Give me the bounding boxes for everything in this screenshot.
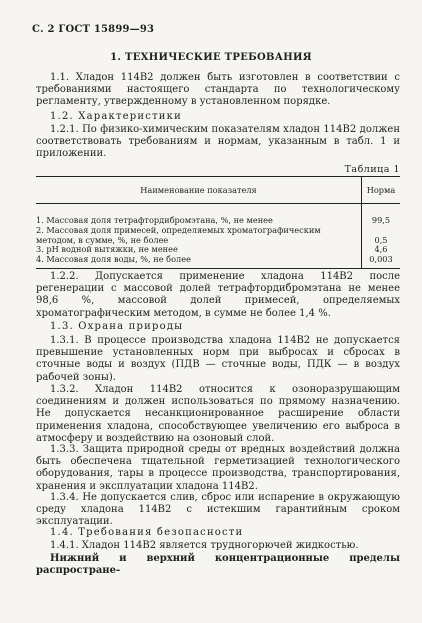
paragraph-1-3-1: 1.3.1. В процессе производства хладона 114В2 не допускается превышение установленных норм при выбросах и сбросах в сточные воды и воздух (ПДВ — сточные воды, ПДК — в воздух рабочей зоны).	[36, 335, 400, 383]
paragraph-1-3-4: 1.3.4. Не допускается слив, сброс или испарение в окружающую среду хладона 114В2 с истекшим гарантийным сроком эксплуатации.	[36, 492, 400, 528]
subsection-heading-1-3: 1.3. Охрана природы	[50, 321, 184, 332]
paragraph-1-3-3: 1.3.3. Защита природной среды от вредных воздействий должна быть обеспечена тщательной герметизацией технологического оборудования, тары в процессе производства, транспортирования, хранения и эксплуатации хладона 114В2.	[36, 444, 400, 492]
table-cell-name: 1. Массовая доля тетрафтордибромэтана, %, не менее	[36, 215, 273, 225]
table-cell-name: 4. Массовая доля воды, %, не более	[36, 254, 191, 265]
paragraph-1-1: 1.1. Хладон 114В2 должен быть изготовлен в соответствии с требованиями настоящего стандарта по технологическому регламенту, утвержденному в установленном порядке.	[36, 72, 400, 108]
page-header: С. 2 ГОСТ 15899—93	[32, 24, 155, 35]
table-row	[36, 255, 400, 265]
table-cell-name: 2. Массовая доля примесей, определяемых хроматографическим методом, в сумме, %, не более	[36, 224, 321, 245]
table-column-norm-header: Норма	[361, 177, 400, 203]
paragraph-1-2-2: 1.2.2. Допускается применение хладона 114В2 после регенерации с массовой долей тетрафтордибромэтана не менее 98,6 %, массовой долей примесей, определяемых хроматографическим методом, в сумме не более 1,4 %.	[36, 271, 400, 319]
paragraph-1-4-1: 1.4.1. Хладон 114В2 является трудногорючей жидкостью.	[50, 540, 359, 551]
table-cell-value: 0,5	[374, 234, 388, 245]
table-column-name-header: Наименование показателя	[140, 185, 257, 195]
table-cell-name: 3. рН водной вытяжки, не менее	[36, 244, 178, 255]
paragraph-1-2-1: 1.2.1. По физико-химическим показателям хладон 114В2 должен соответствовать требованиям и нормам, указанным в табл. 1 и приложении.	[36, 124, 400, 160]
paragraph-1-3-2: 1.3.2. Хладон 114В2 относится к озоноразрушающим соединениям и должен использоваться по прямому назначению. Не допускается несанкционированное расширение области применения хладона, способствующее увеличению его выброса в атмосферу и воздействию на озоновый слой.	[36, 384, 400, 444]
table-cell-value: 4,6	[374, 244, 388, 255]
table-cell-value: 99,5	[371, 215, 391, 225]
subsection-heading-1-4: 1.4. Требования безопасности	[50, 527, 244, 538]
paragraph-continued: Нижний и верхний концентрационные пределы распростране-	[36, 553, 400, 577]
table-body	[36, 204, 400, 269]
table-label: Таблица 1	[344, 164, 400, 175]
subsection-heading-1-2: 1.2. Характеристики	[50, 111, 182, 122]
section-title: 1. ТЕХНИЧЕСКИЕ ТРЕБОВАНИЯ	[110, 52, 312, 63]
table-header	[36, 177, 400, 204]
table-row	[36, 226, 400, 246]
table-1	[36, 176, 400, 269]
table-cell-value: 0,003	[369, 254, 393, 265]
